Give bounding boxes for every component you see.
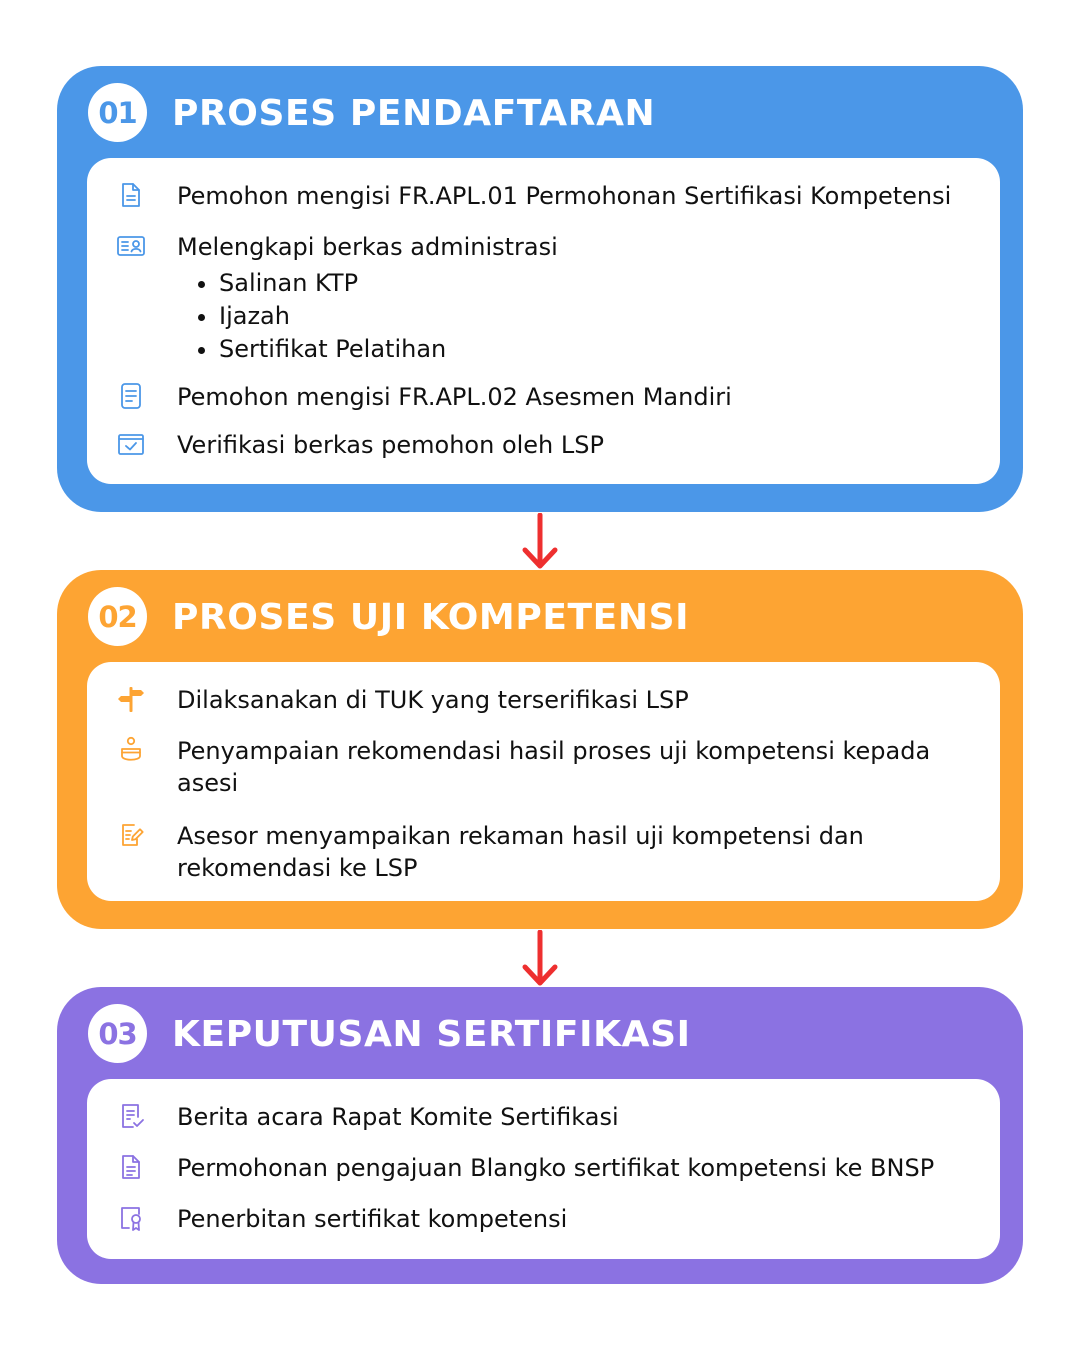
step-title: KEPUTUSAN SERTIFIKASI [172,1014,691,1055]
bullet-item: • Sertifikat Pelatihan [219,333,977,366]
step-panel-3 [57,987,1023,1284]
step-title: PROSES UJI KOMPETENSI [172,597,690,638]
step-panel-1 [57,66,1023,512]
item-text: Pemohon mengisi FR.APL.01 Permohonan Sertifikasi Kompetensi [177,182,952,210]
item-text: Permohonan pengajuan Blangko sertifikat kompetensi ke BNSP [177,1154,935,1182]
arrow-down-icon [520,930,560,988]
item-text: Dilaksanakan di TUK yang terserifikasi LSP [177,686,689,714]
bullet-item: • Salinan KTP [219,267,977,300]
bullet-item: • Ijazah [219,300,977,333]
arrow-down-icon [520,513,560,571]
edit-document-icon [116,820,146,850]
step-number-badge: 01 [88,83,147,142]
item-text: Penyampaian rekomendasi hasil proses uji kompetensi kepada asesi [177,737,931,797]
step-panel-2 [57,570,1023,929]
check-box-icon [116,429,146,459]
item-text: Verifikasi berkas pemohon oleh LSP [177,431,604,459]
step-card [87,1079,1000,1259]
step-number-badge: 03 [88,1004,147,1063]
step-card [87,158,1000,484]
signpost-icon [116,684,146,714]
document-icon [116,1152,146,1182]
document-check-icon [116,1101,146,1131]
item-text: Melengkapi berkas administrasi [177,233,558,261]
document-icon [116,180,146,210]
certificate-icon [116,1203,146,1233]
item-text: Pemohon mengisi FR.APL.02 Asesmen Mandiri [177,383,732,411]
id-card-icon [116,231,146,261]
item-content [177,231,977,366]
step-title: PROSES PENDAFTARAN [172,93,656,134]
step-card [87,662,1000,901]
bullet-list [177,267,977,366]
person-icon [116,735,146,765]
step-number-badge: 02 [88,587,147,646]
item-text: Berita acara Rapat Komite Sertifikasi [177,1103,619,1131]
form-icon [116,381,146,411]
item-text: Penerbitan sertifikat kompetensi [177,1205,568,1233]
item-text: Asesor menyampaikan rekaman hasil uji kompetensi dan rekomendasi ke LSP [177,822,864,882]
